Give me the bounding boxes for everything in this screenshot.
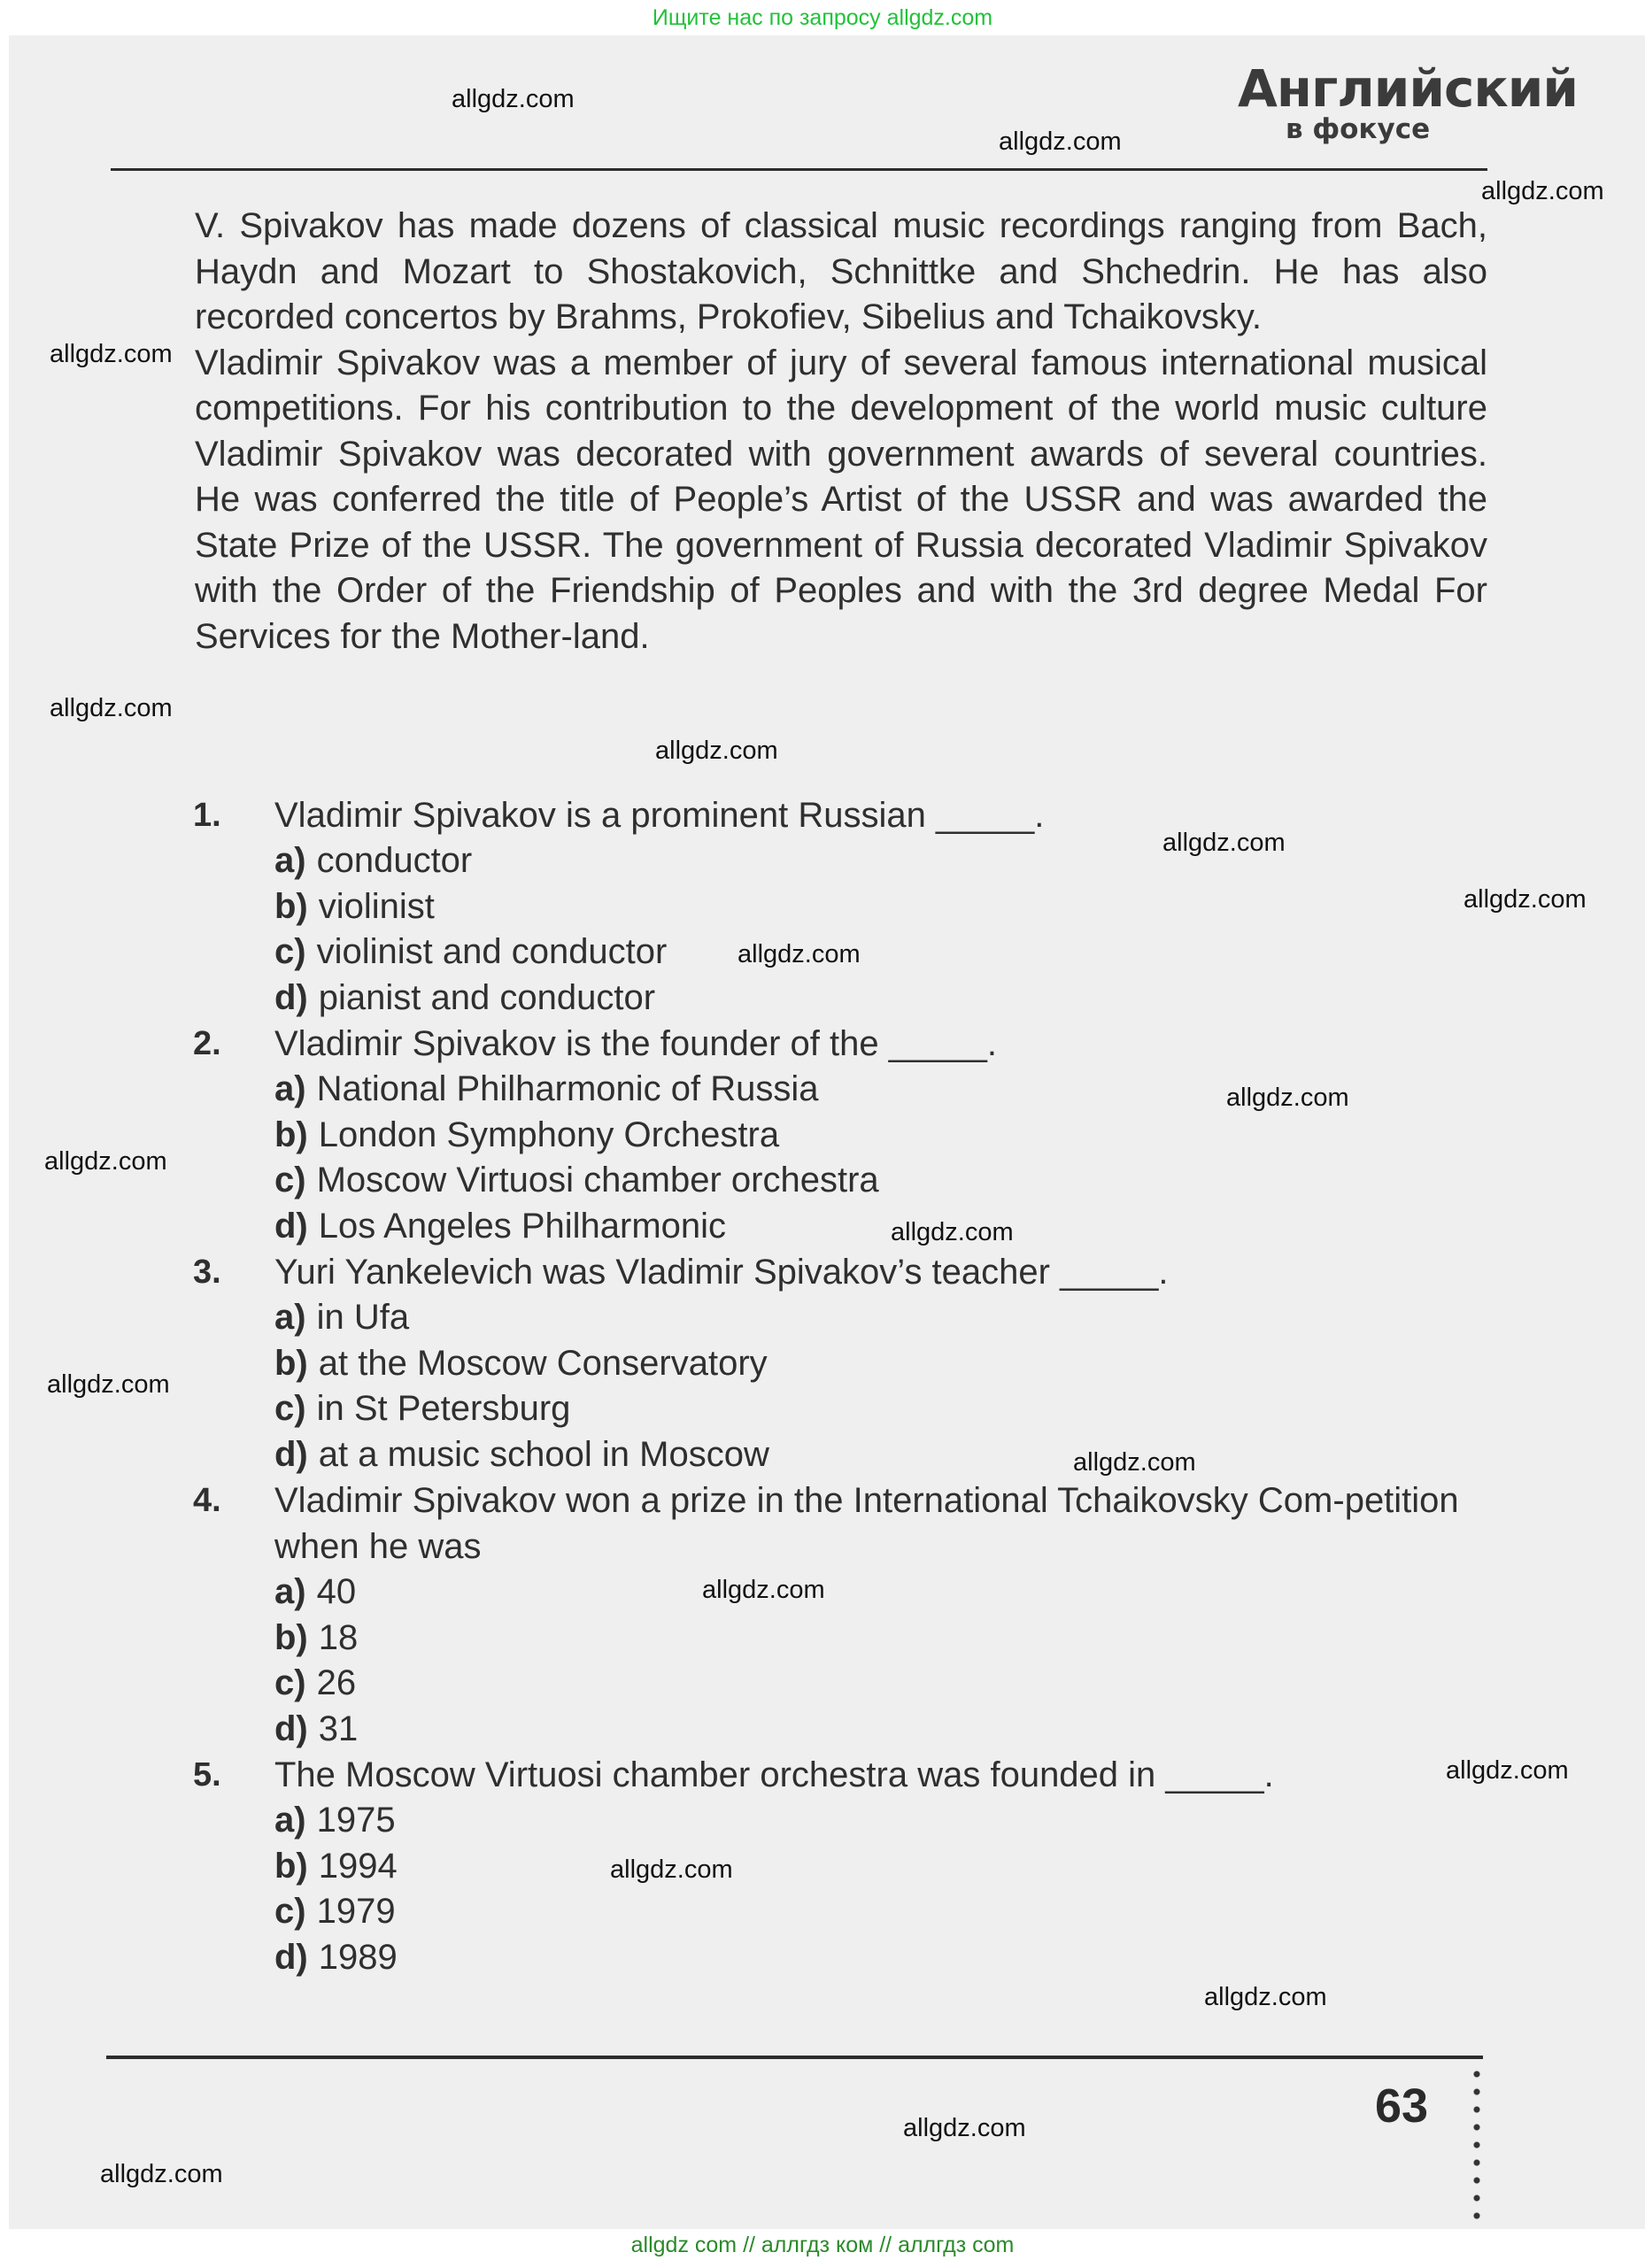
option-text: London Symphony Orchestra <box>318 1115 780 1154</box>
option-letter: b) <box>274 1115 308 1154</box>
option-text: at a music school in Moscow <box>318 1434 769 1474</box>
option-letter: c) <box>274 1161 306 1200</box>
logo-subtitle: в фокусе <box>1286 113 1431 145</box>
question-number: 1. <box>193 797 221 834</box>
watermark: allgdz.com <box>1481 177 1604 205</box>
reading-text <box>195 204 1487 660</box>
answer-option[interactable] <box>274 1661 1494 1707</box>
option-letter: b) <box>274 1846 308 1886</box>
answer-option[interactable] <box>274 1386 1494 1432</box>
answer-option[interactable] <box>274 1798 1494 1844</box>
option-letter: c) <box>274 932 306 971</box>
option-text: National Philharmonic of Russia <box>316 1069 819 1108</box>
question <box>193 1021 1494 1249</box>
watermark: allgdz.com <box>903 2114 1026 2142</box>
option-text: 1994 <box>318 1846 398 1886</box>
option-text: violinist <box>318 886 435 926</box>
option-letter: c) <box>274 1389 306 1428</box>
option-text: 18 <box>318 1617 359 1657</box>
watermark: allgdz.com <box>50 694 173 722</box>
answer-option[interactable] <box>274 1844 1494 1890</box>
question-number: 3. <box>193 1254 221 1291</box>
watermark: allgdz.com <box>47 1370 170 1399</box>
question-number: 4. <box>193 1482 221 1519</box>
option-letter: d) <box>274 977 308 1017</box>
watermark: allgdz.com <box>1162 829 1286 857</box>
question <box>193 792 1494 1021</box>
question-number: 2. <box>193 1025 221 1062</box>
option-text: pianist and conductor <box>318 977 656 1017</box>
answer-option[interactable] <box>274 1935 1494 1981</box>
option-text: 1989 <box>318 1937 398 1977</box>
option-letter: b) <box>274 1343 308 1383</box>
answer-option[interactable] <box>274 1616 1494 1662</box>
option-letter: d) <box>274 1434 308 1474</box>
watermark: allgdz.com <box>1204 1983 1327 2011</box>
paragraph: Vladimir Spivakov was a member of jury of several famous international musical competitions. For his contribution to the development of the world music culture Vladimir Spivakov was decorated with government awards of several countries. He was conferred the title of People’s Artist of the USSR and was awarded the State Prize of the USSR. The government of Russia decorated Vladimir Spivakov with the Order of the Friendship of Peoples and with the 3rd degree Medal For Services for the Mother-land. <box>195 343 1487 656</box>
answer-option[interactable] <box>274 1570 1494 1616</box>
option-letter: a) <box>274 1801 306 1840</box>
answer-option[interactable] <box>274 1889 1494 1935</box>
watermark: allgdz.com <box>610 1855 733 1884</box>
option-letter: a) <box>274 1069 306 1108</box>
top-divider <box>111 168 1487 171</box>
question <box>193 1752 1494 1980</box>
paragraph: V. Spivakov has made dozens of classical music recordings ranging from Bach, Haydn and Mozart to Shostakovich, Schnittke and Shchedrin. He has also recorded concertos by Brahms, Prokofiev, Sibelius and Tchaikovsky. <box>195 206 1487 336</box>
answer-option[interactable] <box>274 1432 1494 1478</box>
answer-option[interactable] <box>274 1707 1494 1753</box>
watermark: allgdz.com <box>999 127 1122 156</box>
question-list <box>193 792 1494 1980</box>
question-number: 5. <box>193 1756 221 1794</box>
watermark: allgdz.com <box>452 85 575 113</box>
option-text: 26 <box>316 1663 357 1702</box>
answer-option[interactable] <box>274 976 1494 1022</box>
logo-title: Английский <box>1238 58 1579 119</box>
question-text: The Moscow Virtuosi chamber orchestra was founded in _____. <box>274 1755 1274 1794</box>
watermark: allgdz.com <box>1073 1448 1196 1477</box>
watermark: allgdz.com <box>655 737 778 765</box>
option-text: 1975 <box>316 1801 396 1840</box>
option-letter: b) <box>274 1617 308 1657</box>
option-text: in St Petersburg <box>316 1389 571 1428</box>
answer-option[interactable] <box>274 1295 1494 1341</box>
option-letter: a) <box>274 1572 306 1611</box>
watermark: allgdz.com <box>891 1218 1014 1246</box>
question-text: Vladimir Spivakov won a prize in the International Tchaikovsky Com-petition when he was <box>274 1481 1459 1566</box>
option-text: conductor <box>316 841 473 880</box>
dotted-margin-decoration <box>1471 2065 1482 2225</box>
option-letter: d) <box>274 1709 308 1748</box>
option-letter: a) <box>274 841 306 880</box>
option-letter: a) <box>274 1298 306 1337</box>
watermark: allgdz.com <box>702 1576 825 1604</box>
question <box>193 1477 1494 1752</box>
question-text: Vladimir Spivakov is the founder of the _____. <box>274 1024 998 1063</box>
watermark: allgdz.com <box>1226 1084 1349 1112</box>
question-text: Vladimir Spivakov is a prominent Russian _____. <box>274 796 1045 835</box>
option-letter: c) <box>274 1663 306 1702</box>
watermark: allgdz.com <box>100 2160 223 2188</box>
watermark: allgdz.com <box>44 1147 167 1176</box>
book-logo <box>1238 58 1579 156</box>
option-letter: c) <box>274 1892 306 1931</box>
option-text: 1979 <box>316 1892 396 1931</box>
watermark: allgdz.com <box>1446 1756 1569 1785</box>
answer-option[interactable] <box>274 1341 1494 1387</box>
watermark: allgdz.com <box>50 340 173 368</box>
answer-option[interactable] <box>274 1113 1494 1159</box>
option-text: 31 <box>318 1709 359 1748</box>
question-text: Yuri Yankelevich was Vladimir Spivakov’s teacher _____. <box>274 1253 1169 1292</box>
top-banner[interactable]: Ищите нас по запросу allgdz.com <box>652 5 993 30</box>
watermark: allgdz.com <box>1464 885 1587 914</box>
watermark: allgdz.com <box>738 940 861 968</box>
answer-option[interactable] <box>274 1158 1494 1204</box>
option-text: Moscow Virtuosi chamber orchestra <box>316 1161 879 1200</box>
option-text: Los Angeles Philharmonic <box>318 1206 727 1246</box>
answer-option[interactable] <box>274 838 1494 884</box>
answer-option[interactable] <box>274 930 1494 976</box>
page-number: 63 <box>1375 2079 1429 2133</box>
answer-option[interactable] <box>274 884 1494 930</box>
option-letter: b) <box>274 886 308 926</box>
option-text: violinist and conductor <box>316 932 668 971</box>
question <box>193 1249 1494 1477</box>
bottom-divider <box>106 2056 1483 2059</box>
option-text: in Ufa <box>316 1298 410 1337</box>
option-letter: d) <box>274 1206 308 1246</box>
answer-option[interactable] <box>274 1204 1494 1250</box>
option-text: 40 <box>316 1572 357 1611</box>
bottom-banner[interactable]: allgdz com // аллгдз ком // аллгдз com <box>630 2233 1015 2257</box>
option-text: at the Moscow Conservatory <box>318 1343 768 1383</box>
option-letter: d) <box>274 1937 308 1977</box>
